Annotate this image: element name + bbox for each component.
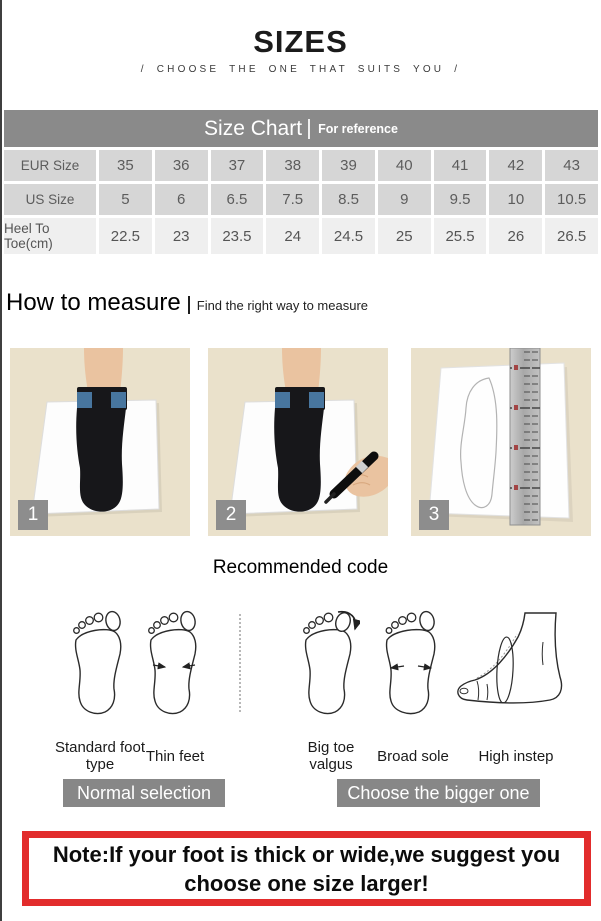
table-cell: 7.5 [266, 184, 319, 215]
page-title: SIZES [253, 24, 348, 59]
normal-selection-button: Normal selection [63, 779, 225, 807]
step-number-badge: 2 [216, 500, 246, 530]
separator-bar [308, 119, 310, 139]
table-cell: 6 [155, 184, 208, 215]
high-instep-icon [453, 610, 579, 716]
row-label-heel: Heel To Toe(cm) [4, 218, 96, 254]
thin-foot-icon [147, 610, 203, 716]
size-chart-table [4, 147, 598, 254]
foot-type-label: High instep [478, 747, 554, 765]
size-note-box [22, 831, 591, 906]
measure-step-photo-1 [10, 348, 190, 536]
page-subtitle: / CHOOSE THE ONE THAT SUITS YOU / [140, 64, 461, 75]
table-cell: 25.5 [434, 218, 487, 254]
row-label-us: US Size [4, 184, 96, 215]
row-label-eur: EUR Size [4, 150, 96, 181]
size-chart-header [4, 110, 598, 147]
table-cell: 39 [322, 150, 375, 181]
foot-type-broad [372, 610, 454, 774]
table-cell: 40 [378, 150, 431, 181]
measure-step-photo-2 [208, 348, 388, 536]
foot-type-label: Standard foot type [54, 739, 146, 773]
table-cell: 9 [378, 184, 431, 215]
table-cell: 35 [99, 150, 152, 181]
choose-bigger-one-button: Choose the bigger one [337, 779, 540, 807]
table-cell: 37 [211, 150, 264, 181]
table-cell: 38 [266, 150, 319, 181]
table-cell: 10 [489, 184, 542, 215]
how-to-measure-heading [6, 289, 368, 317]
step-number-badge: 1 [18, 500, 48, 530]
big-toe-valgus-icon [302, 610, 360, 716]
dotted-divider [239, 614, 241, 712]
table-cell: 42 [489, 150, 542, 181]
table-cell: 23.5 [211, 218, 264, 254]
size-chart-section [4, 110, 598, 254]
how-to-measure-subtitle: Find the right way to measure [196, 297, 368, 313]
foot-type-label: Broad sole [377, 747, 449, 765]
table-cell: 43 [545, 150, 598, 181]
table-cell: 22.5 [99, 218, 152, 254]
separator-bar [188, 296, 190, 314]
table-cell: 9.5 [434, 184, 487, 215]
foot-type-high-instep [452, 610, 580, 774]
table-cell: 41 [434, 150, 487, 181]
table-cell: 24 [266, 218, 319, 254]
size-note-text: Note:If your foot is thick or wide,we suggest you choose one size larger! [52, 841, 561, 896]
table-cell: 5 [99, 184, 152, 215]
broad-sole-icon [384, 610, 442, 716]
table-cell: 26.5 [545, 218, 598, 254]
foot-type-valgus [292, 610, 370, 774]
how-to-measure-title: How to measure [6, 289, 181, 316]
table-cell: 6.5 [211, 184, 264, 215]
table-cell: 8.5 [322, 184, 375, 215]
size-chart-title: Size Chart [204, 116, 303, 140]
foot-type-label: Big toe valgus [307, 739, 355, 773]
table-cell: 24.5 [322, 218, 375, 254]
size-chart-note: For reference [318, 121, 398, 136]
step-number-badge: 3 [419, 500, 449, 530]
measure-step-photo-3 [411, 348, 591, 536]
standard-foot-icon [72, 610, 128, 716]
foot-type-label: Thin feet [145, 747, 205, 765]
recommended-code-title: Recommended code [212, 557, 389, 578]
table-cell: 36 [155, 150, 208, 181]
table-cell: 10.5 [545, 184, 598, 215]
table-cell: 23 [155, 218, 208, 254]
table-cell: 26 [489, 218, 542, 254]
table-cell: 25 [378, 218, 431, 254]
left-edge-line [0, 0, 2, 921]
foot-type-thin [135, 610, 215, 774]
